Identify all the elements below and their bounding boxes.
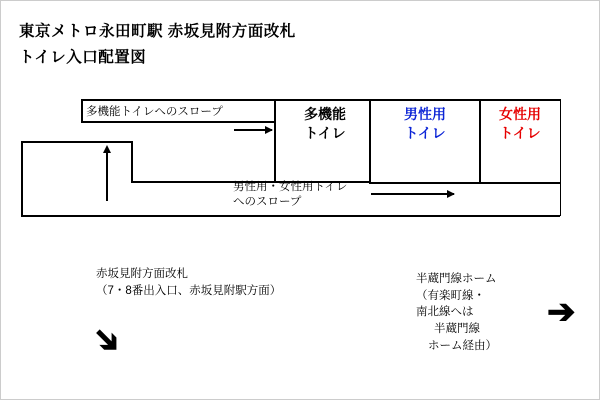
room-label-female-line2: トイレ — [499, 124, 541, 141]
caption-platform-sub3: 半蔵門線 — [434, 323, 480, 336]
toilet-layout-diagram — [1, 81, 600, 231]
wall-corridor-bottom — [21, 215, 560, 217]
caption-platform-head: 半蔵門線ホーム — [416, 273, 497, 285]
wall-corridor-right — [560, 182, 562, 216]
wall-male-female — [479, 99, 481, 183]
wall-multi-left — [274, 99, 276, 183]
room-label-multi-line1: 多機能 — [304, 106, 346, 122]
room-label-male — [375, 105, 475, 143]
wall-top — [81, 99, 561, 101]
room-label-male-line2: トイレ — [404, 124, 446, 141]
page-title-line2: トイレ入口配置図 — [19, 49, 147, 66]
page-title-line1: 東京メトロ永田町駅 赤坂見附方面改札 — [19, 23, 296, 40]
room-label-multi — [284, 105, 366, 143]
room-label-multi-line2: トイレ — [304, 124, 346, 141]
wall-left-upper — [81, 99, 83, 121]
wall-rooms-bottom — [369, 182, 560, 184]
room-label-female — [485, 105, 555, 143]
slope-to-multi-arrow — [234, 129, 272, 131]
caption-platform — [416, 271, 497, 354]
caption-platform-sub4: ホーム経由） — [428, 339, 497, 352]
wall-corridor-top — [21, 141, 132, 143]
wall-corridor-left — [21, 141, 23, 216]
room-label-male-line1: 男性用 — [404, 106, 446, 122]
slope-to-mf-label-line1: 男性用・女性用トイレ — [233, 181, 348, 193]
arrow-right-icon: ➔ — [547, 293, 576, 331]
corridor-up-arrow — [106, 153, 108, 201]
caption-platform-sub2: 南北線へは — [416, 306, 474, 319]
caption-gate — [96, 266, 281, 299]
caption-platform-sub1: （有楽町線・ — [416, 289, 485, 302]
slope-to-mf-label-line2: へのスロープ — [233, 196, 302, 208]
wall-multi-male — [369, 99, 371, 183]
slope-to-mf-arrow — [371, 193, 454, 195]
room-label-female-line1: 女性用 — [499, 106, 541, 122]
caption-gate-head: 赤坂見附方面改札 — [96, 268, 188, 280]
caption-gate-sub: （7・8番出入口、赤坂見附駅方面） — [96, 284, 282, 297]
wall-slope-bottom — [81, 121, 274, 123]
slope-to-multi-label: 多機能トイレへのスロープ — [86, 106, 223, 118]
wall-right — [560, 99, 562, 183]
wall-corridor-inner-vert — [131, 141, 133, 182]
arrow-down-left-icon: ➔ — [83, 316, 131, 364]
